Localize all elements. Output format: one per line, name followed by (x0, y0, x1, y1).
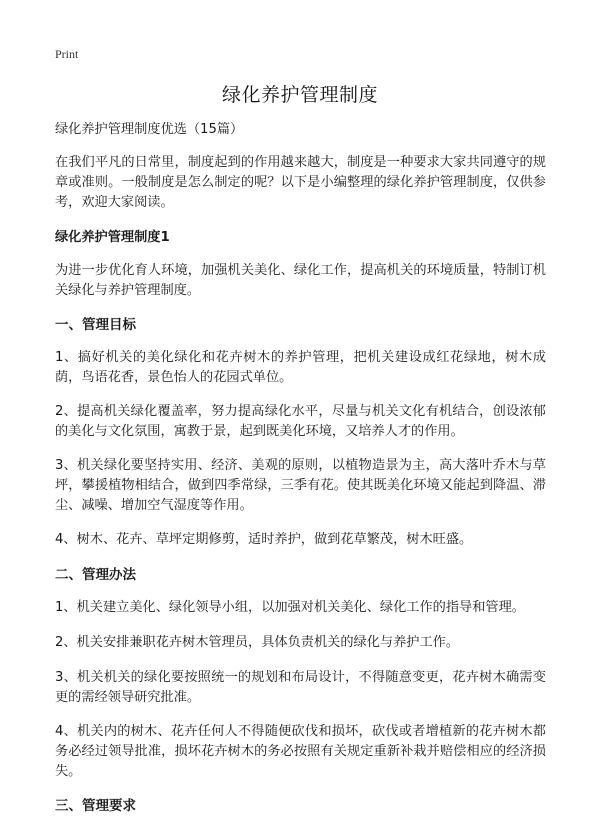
intro-paragraph: 在我们平凡的日常里，制度起到的作用越来越大，制度是一种要求大家共同遵守的规章或准则。一般制度是怎么制定的呢？以下是小编整理的绿化养护管理制度，仅供参考，欢迎大家阅读。 (55, 155, 546, 210)
method-item: 3、机关机关的绿化要按照统一的规划和布局设计，不得随意变更，花卉树木确需变更的需经领导研究批准。 (55, 670, 546, 705)
goal-item: 2、提高机关绿化覆盖率，努力提高绿化水平，尽量与机关文化有机结合，创设浓郁的美化与文化氛围，寓教于景，起到既美化环境，又培养人才的作用。 (55, 404, 546, 439)
method-item: 1、机关建立美化、绿化领导小组，以加强对机关美化、绿化工作的指导和管理。 (55, 600, 525, 615)
subtitle: 绿化养护管理制度优选（15篇） (55, 122, 244, 137)
requirements-heading: 三、管理要求 (55, 798, 136, 814)
goal-item: 1、搞好机关的美化绿化和花卉树木的养护管理，把机关建设成红花绿地，树木成荫，鸟语花香，景色怡人的花园式单位。 (55, 350, 546, 385)
goal-item: 3、机关绿化要坚持实用、经济、美观的原则，以植物造景为主，高大落叶乔木与草坪，攀援植物相结合，做到四季常绿，三季有花。使其既美化环境又能起到降温、滞尘、减噪、增加空气湿度等作用。 (55, 458, 546, 513)
page-title: 绿化养护管理制度 (221, 84, 378, 106)
document-body (55, 120, 546, 829)
method-item: 4、机关内的树木、花卉任何人不得随便砍伐和损坏，砍伐或者增植新的花卉树木都务必经过领导批准，损坏花卉树木的务必按照有关规定重新补栽并赔偿相应的经济损失。 (55, 724, 546, 779)
methods-heading: 二、管理办法 (55, 567, 136, 583)
section-lead-paragraph: 为进一步优化育人环境，加强机关美化、绿化工作，提高机关的环境质量，特制订机关绿化与养护管理制度。 (55, 263, 546, 298)
method-item: 2、机关安排兼职花卉树木管理员，具体负责机关的绿化与养护工作。 (55, 635, 460, 650)
print-label[interactable]: Print (55, 47, 79, 61)
goal-item: 4、树木、花卉、草坪定期修剪，适时养护，做到花草繁茂，树木旺盛。 (55, 532, 473, 547)
goals-heading: 一、管理目标 (55, 317, 136, 333)
section-heading: 绿化养护管理制度1 (55, 230, 170, 245)
